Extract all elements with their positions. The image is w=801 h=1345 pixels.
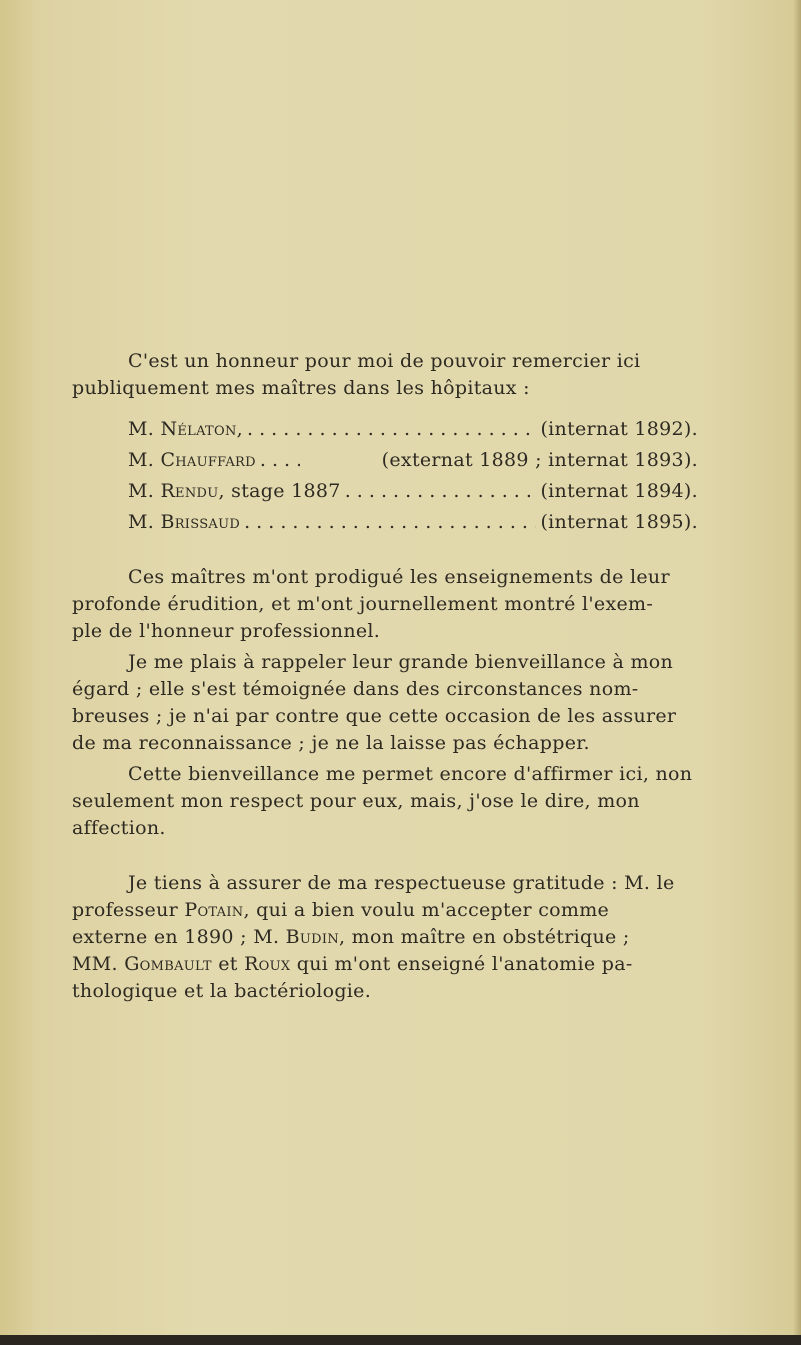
list-item	[100, 447, 698, 478]
paragraph-line: affection.	[72, 817, 166, 839]
paragraph-line-segment: , mon maître en obstétrique ;	[339, 926, 630, 948]
paragraph-line: ple de l'honneur professionnel.	[72, 620, 381, 642]
intro-paragraph	[72, 348, 698, 402]
paragraph-line: Ces maîtres m'ont prodigué les enseignements de leur	[128, 566, 670, 588]
paragraph-line: égard ; elle s'est témoignée dans des circonstances nom-	[72, 678, 639, 700]
paragraph-affection	[72, 761, 698, 842]
intro-line-1: C'est un honneur pour moi de pouvoir remercier ici	[128, 350, 641, 372]
leader-dots	[345, 478, 537, 505]
paragraph-line: Je me plais à rappeler leur grande bienveillance à mon	[128, 651, 674, 673]
master-period: (externat 1889 ; internat 1893).	[381, 449, 698, 471]
paragraph-line-segment: externe en 1890 ; M.	[72, 926, 286, 948]
leader-dots	[244, 509, 536, 536]
paragraph-line: Je tiens à assurer de ma respectueuse gratitude : M. le	[128, 872, 675, 894]
master-prefix: M.	[128, 480, 161, 502]
paragraph-line: profonde érudition, et m'ont journellement montré l'exem-	[72, 593, 654, 615]
paragraph-line: de ma reconnaissance ; je ne la laisse pas échapper.	[72, 732, 590, 754]
master-name: Brissaud	[160, 511, 241, 533]
page-edge-shadow	[793, 0, 801, 1345]
paragraph-teachings	[72, 564, 698, 645]
paragraph-line-segment: qui m'ont enseigné l'anatomie pa-	[290, 953, 633, 975]
paragraph-line-segment: professeur	[72, 899, 185, 921]
master-name: Nélaton,	[160, 418, 244, 440]
paragraph-line: Cette bienveillance me permet encore d'affirmer ici, non	[128, 763, 693, 785]
person-name: Budin	[285, 926, 339, 948]
paragraph-gratitude	[72, 870, 698, 1005]
master-name: Rendu	[160, 480, 219, 502]
list-item	[100, 478, 698, 509]
paragraph-line: thologique et la bactériologie.	[72, 980, 372, 1002]
acknowledgements-text	[72, 348, 698, 1005]
paragraph-line: seulement mon respect pour eux, mais, j'ose le dire, mon	[72, 790, 640, 812]
master-period: (internat 1894).	[540, 480, 698, 502]
list-item	[100, 416, 698, 447]
paragraph-line-segment: , qui a bien voulu m'accepter comme	[243, 899, 610, 921]
paragraph-line-segment: et	[211, 953, 245, 975]
scan-bottom-edge	[0, 1335, 801, 1345]
master-name: Chauffard	[160, 449, 256, 471]
paragraph-line-segment: MM.	[72, 953, 125, 975]
paragraph-benevolence	[72, 649, 698, 757]
leader-dots	[260, 447, 300, 474]
person-name: Roux	[244, 953, 291, 975]
master-period: (internat 1892).	[540, 418, 698, 440]
master-prefix: M.	[128, 418, 161, 440]
leader-dots	[247, 416, 536, 443]
paragraph-line: breuses ; je n'ai par contre que cette occasion de les assurer	[72, 705, 677, 727]
masters-list	[100, 416, 698, 540]
intro-line-2: publiquement mes maîtres dans les hôpitaux :	[72, 377, 530, 399]
master-detail: , stage 1887	[218, 480, 341, 502]
master-period: (internat 1895).	[540, 511, 698, 533]
master-prefix: M.	[128, 511, 161, 533]
master-prefix: M.	[128, 449, 161, 471]
person-name: Gombault	[124, 953, 212, 975]
person-name: Potain	[184, 899, 244, 921]
list-item	[100, 509, 698, 540]
